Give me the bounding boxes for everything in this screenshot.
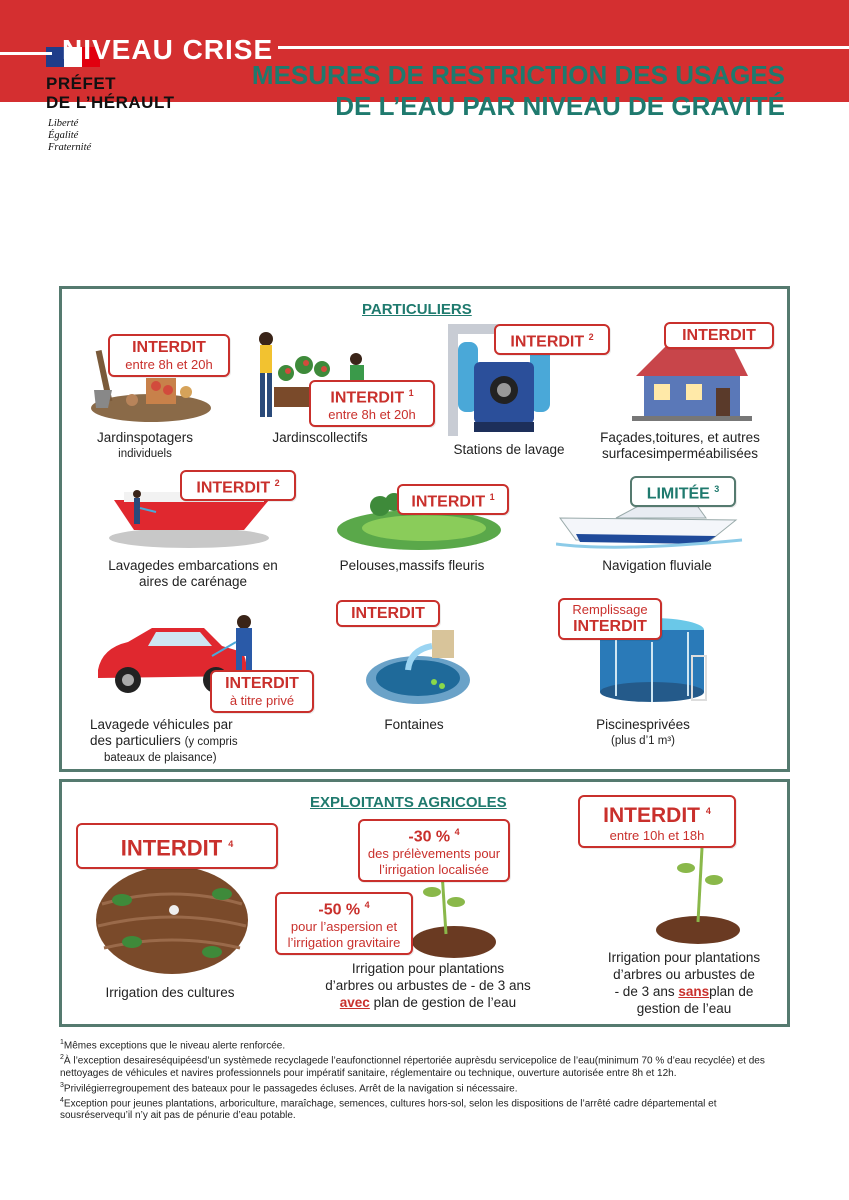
footnote: $^3$Privilégierregroupement des bateaux pour le passagedes écluses. Arrêt de la navigation si nécessaire. — [60, 1081, 518, 1094]
motto-fraternite: Fraternité — [48, 142, 92, 153]
item-label-fontaines: Fontaines — [384, 717, 444, 732]
status-badge: INTERDIT — [336, 600, 440, 627]
status-badge: INTERDIT $^2$ — [494, 324, 610, 355]
footnote: $^1$Mêmes exceptions que le niveau alerte renforcée. — [60, 1039, 286, 1052]
status-badge: Remplissage INTERDIT — [558, 598, 662, 640]
pref-line2: DE L’HÉRAULT — [46, 93, 175, 112]
item-label-irrigation-cultures: Irrigation des cultures — [105, 985, 235, 1000]
young-plant-illustration — [650, 840, 740, 946]
status-badge: INTERDIT $^4$ — [76, 823, 278, 869]
item-label-plantations-sans: Irrigation pour plantations d’arbres ou arbustes de - de 3 ans sansplan de gestion de l’eau — [607, 950, 761, 1016]
footnotes — [60, 1037, 788, 1122]
agricoles-title: EXPLOITANTS AGRICOLES — [310, 794, 507, 811]
item-label-plantations-avec: Irrigation pour plantations d’arbres ou arbustes de - de 3 ans avec plan de gestion de l’eau — [325, 961, 531, 1010]
status-badge: INTERDIT $^4$ entre 10h et 18h — [578, 795, 736, 848]
status-badge: -50 % $^4$ pour l’aspersion et l’irrigation gravitaire — [275, 892, 413, 955]
status-badge: INTERDIT — [664, 322, 774, 349]
fountain-illustration — [362, 628, 472, 710]
page-title — [252, 60, 785, 122]
status-badge: -30 % $^4$ des prélèvements pour l’irrigation localisée — [358, 819, 510, 882]
status-badge: INTERDIT entre 8h et 20h — [108, 334, 230, 377]
item-label-jardins-collectifs: Jardinscollectifs — [272, 430, 368, 445]
footnote: $^2$À l’exception desaireséquipéesd’un systèmede recyclagede l’eaufonctionnel répertoriée auprèsdu servicepolice de l’eau(minimum 70 % d’eau recyclée) et des nettoyages de véhicules et navires professionnels pour impératif sanitaire, réglementaire ou technique, ouverture autorisée entre 8h et 12h. — [60, 1054, 765, 1079]
particuliers-title: PARTICULIERS — [362, 301, 472, 318]
item-label-lavage-embarcations: Lavagedes embarcations en aires de carénage — [108, 558, 278, 589]
motto-liberte: Liberté — [48, 118, 79, 129]
footnote: $^4$Exception pour jeunes plantations, arboriculture, maraîchage, semences, cultures hors-sol, selon les dispositions de l’arrêté cadre départemental et sousréservequ’il n’y ait pas de pénurie d’eau potable. — [60, 1096, 717, 1122]
pref-line1: PRÉFET — [46, 74, 117, 93]
item-label-facades: Façades,toitures, et autres surfacesimperméabilisées — [600, 430, 760, 461]
title-line2: DE L’EAU PAR NIVEAU DE GRAVITÉ — [335, 91, 785, 121]
status-badge: INTERDIT à titre privé — [210, 670, 314, 713]
status-badge: INTERDIT $^2$ — [180, 470, 296, 501]
item-label-stations-lavage: Stations de lavage — [453, 442, 565, 457]
prefecture-name — [46, 74, 174, 112]
status-badge-limitee: LIMITÉE $^3$ — [630, 476, 736, 507]
level-title: NIVEAU CRISE — [62, 34, 274, 65]
status-badge: INTERDIT $^1$ entre 8h et 20h — [309, 380, 435, 427]
crop-irrigation-illustration — [92, 864, 250, 976]
motto — [48, 118, 91, 154]
item-label-lavage-vehicules: Lavagede véhicules par des particuliers (y compris bateaux de plaisance) — [90, 717, 238, 764]
item-label-navigation: Navigation fluviale — [602, 558, 712, 573]
motto-egalite: Égalité — [48, 130, 79, 141]
item-label-pelouses: Pelouses,massifs fleuris — [339, 558, 485, 573]
item-label-jardins-potagers: Jardinspotagers individuels — [96, 430, 194, 460]
title-line1: MESURES DE RESTRICTION DES USAGES — [251, 60, 785, 90]
status-badge: INTERDIT $^1$ — [397, 484, 509, 515]
item-label-piscines: Piscinesprivées (plus d’1 m³) — [596, 717, 690, 747]
